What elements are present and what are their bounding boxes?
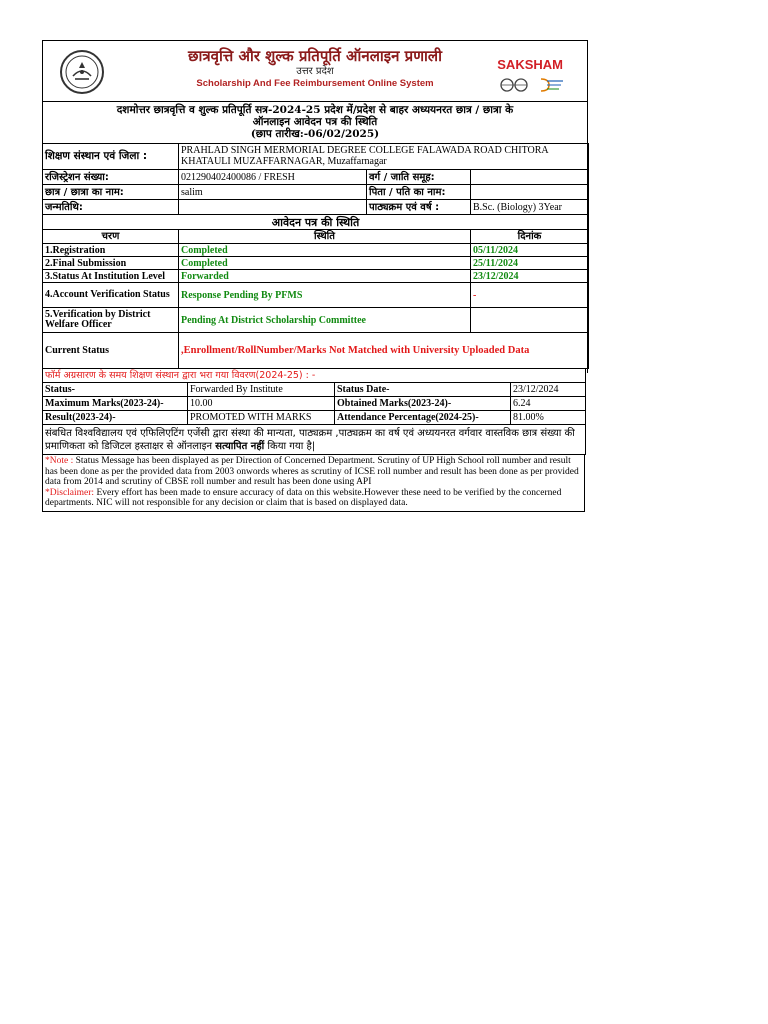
result-value: PROMOTED WITH MARKS [188,411,335,425]
student-name-label: छात्र / छात्रा का नाम: [43,185,179,200]
table-row [43,257,589,270]
status-cell: Response Pending By PFMS [179,283,471,308]
date-cell [471,308,589,333]
declaration-part-2: किया गया है| [264,440,316,452]
partner-logos-icon [497,75,573,95]
current-status-value: ,Enrollment/RollNumber/Marks Not Matched with University Uploaded Data [179,333,589,369]
status-cell: Pending At District Scholarship Committee [179,308,471,333]
table-row [43,270,589,283]
stage-cell: 3.Status At Institution Level [43,270,179,283]
application-status-table [42,214,589,369]
page-header [42,40,588,101]
table-row [43,244,589,257]
student-details-table [42,143,589,215]
date-cell: 25/11/2024 [471,257,589,270]
status-label: Status- [43,383,188,397]
stage-cell: 1.Registration [43,244,179,257]
note-text: Status Message has been displayed as per Direction of Concerned Department. Scrutiny of UP High School roll number and result has been done as per the provided data from 2003 onwords wheres as scrutiny of ICSE roll number and result has been done as per provided data from 2014 and scrutiny of CBSE roll number and result has been done using API [45,456,579,488]
course-label: पाठ्यक्रम एवं वर्ष : [367,200,471,215]
dob-label: जन्मतिथि: [43,200,179,215]
col-stage-header: चरण [43,230,179,244]
status-value: Forwarded By Institute [188,383,335,397]
max-marks-label: Maximum Marks(2023-24)- [43,397,188,411]
status-section-title: आवेदन पत्र की स्थिति [43,215,589,230]
declaration-part-1: संबधित विश्वविद्यालय एवं एफिलिएटिंग एजेंसी द्वारा संस्था की मान्यता, पाठ्यक्रम ,पाठ्यक्रम का वर्ष एवं अध्ययनरत वर्गवार वास्तविक छात्र संख्या की प्रमाणिकता को डिजिटल हस्ताक्षर से ऑनलाइन [45,427,575,452]
obtained-marks-label: Obtained Marks(2023-24)- [335,397,511,411]
declaration-text [43,425,586,455]
parent-name-label: पिता / पति का नाम: [367,185,471,200]
institution-details-heading: फॉर्म अग्रसारण के समय शिक्षण संस्थान द्वारा भरा गया विवरण(2024-25) : - [43,369,586,383]
state-name: उत्तर प्रदेश [296,66,334,77]
date-cell: - [471,283,589,308]
attendance-value: 81.00% [511,411,586,425]
disclaimer-paragraph [45,488,582,509]
status-cell: Completed [179,257,471,270]
status-cell: Completed [179,244,471,257]
stage-cell: 2.Final Submission [43,257,179,270]
stage-cell: 4.Account Verification Status [43,283,179,308]
registration-value: 021290402400086 / FRESH [179,170,367,185]
declaration-bold: सत्यापित नहीं [215,440,265,452]
current-status-label: Current Status [43,333,179,369]
note-paragraph [45,456,582,488]
result-label: Result(2023-24)- [43,411,188,425]
date-cell: 23/12/2024 [471,270,589,283]
col-status-header: स्थिति [179,230,471,244]
table-row [43,308,589,333]
institution-value: PRAHLAD SINGH MERMORIAL DEGREE COLLEGE FALAWADA ROAD CHITORA KHATAULI MUZAFFARNAGAR, Muzaffarnagar [179,144,589,170]
print-date: (छाप तारीख:-06/02/2025) [250,128,380,140]
course-value: B.Sc. (Biology) 3Year [471,200,589,215]
student-name-value: salim [179,185,367,200]
portal-title-hindi: छात्रवृत्ति और शुल्क प्रतिपूर्ति ऑनलाइन प्रणाली [187,47,442,65]
status-date-label: Status Date- [335,383,511,397]
institution-details-table [42,368,586,455]
status-sheet [42,40,588,512]
institution-label: शिक्षण संस्थान एवं जिला : [43,144,179,170]
disclaimer-text: Every effort has been made to ensure accuracy of data on this website.However these need to be verified by the concerned departments. NIC will not responsible for any decision or claim that is based on displayed data. [45,487,562,509]
note-label: *Note : [45,456,74,466]
obtained-marks-value: 6.24 [511,397,586,411]
caste-value [471,170,589,185]
stage-cell: 5.Verification by District Welfare Officer [43,308,179,333]
parent-name-value [471,185,589,200]
session-line-2: ऑनलाइन आवेदन पत्र की स्थिति [252,116,378,128]
session-heading [42,101,588,144]
notes-box [42,454,585,512]
attendance-label: Attendance Percentage(2024-25)- [335,411,511,425]
date-cell: 05/11/2024 [471,244,589,257]
session-line-1: दशमोत्तर छात्रवृत्ति व शुल्क प्रतिपूर्ति सत्र-2024-25 प्रदेश में/प्रदेश से बाहर अध्ययनरत छात्र / छात्रा के [116,104,514,116]
portal-title-english: Scholarship And Fee Reimbursement Online System [196,78,434,89]
status-cell: Forwarded [179,270,471,283]
saksham-logo: SAKSHAM [497,57,563,72]
dob-value [179,200,367,215]
disclaimer-label: *Disclaimer: [45,487,95,498]
col-date-header: दिनांक [471,230,589,244]
table-row [43,283,589,308]
status-date-value: 23/12/2024 [511,383,586,397]
registration-label: रजिस्ट्रेशन संख्या: [43,170,179,185]
max-marks-value: 10.00 [188,397,335,411]
caste-label: वर्ग / जाति समूह: [367,170,471,185]
